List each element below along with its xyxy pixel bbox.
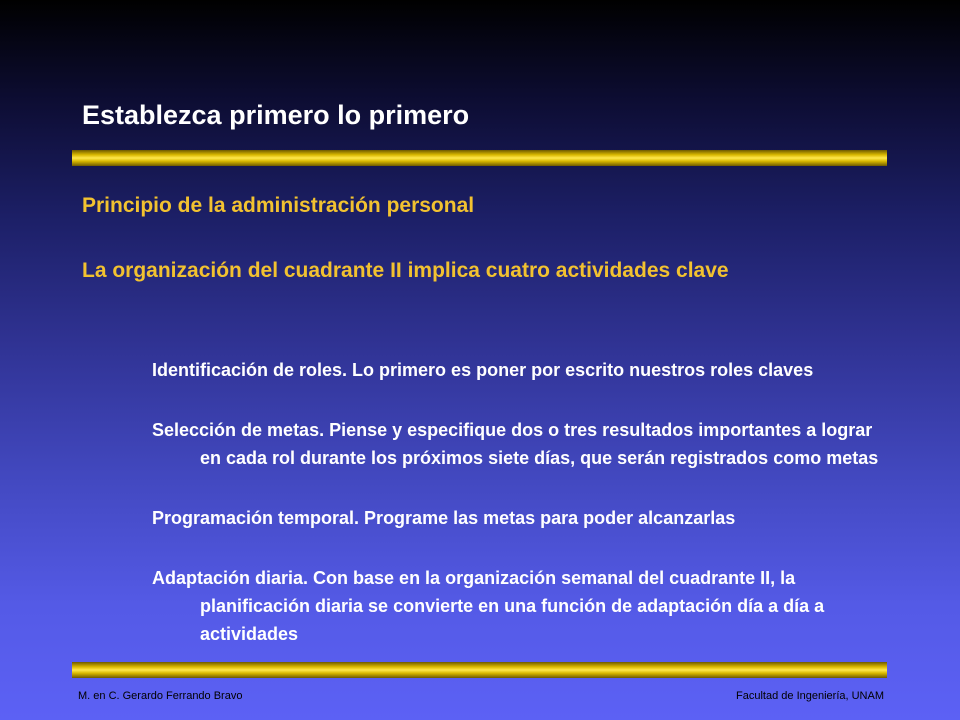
footer-author: M. en C. Gerardo Ferrando Bravo: [78, 690, 243, 702]
gold-rule-bottom: [72, 662, 887, 678]
activity-item-scheduling: Programación temporal. Programe las metas para poder alcanzarlas: [152, 508, 736, 528]
activity-item-goals: Selección de metas. Piense y especifique dos o tres resultados importantes a lograr en cada rol durante los próximos siete días, que serán registrados como metas: [152, 420, 879, 468]
subtitle-quadrant: La organización del cuadrante II implica cuatro actividades clave: [82, 259, 729, 282]
footer-institution: Facultad de Ingeniería, UNAM: [736, 690, 884, 702]
subtitle-principle: Principio de la administración personal: [82, 194, 475, 217]
gold-rule-top: [72, 150, 887, 166]
slide-title: Establezca primero lo primero: [82, 100, 470, 130]
activity-list: [152, 356, 892, 680]
activity-item-roles: Identificación de roles. Lo primero es poner por escrito nuestros roles claves: [152, 360, 814, 380]
activity-item-daily-adaptation: Adaptación diaria. Con base en la organización semanal del cuadrante II, la planificación diaria se convierte en una función de adaptación día a día a actividades: [152, 568, 825, 644]
